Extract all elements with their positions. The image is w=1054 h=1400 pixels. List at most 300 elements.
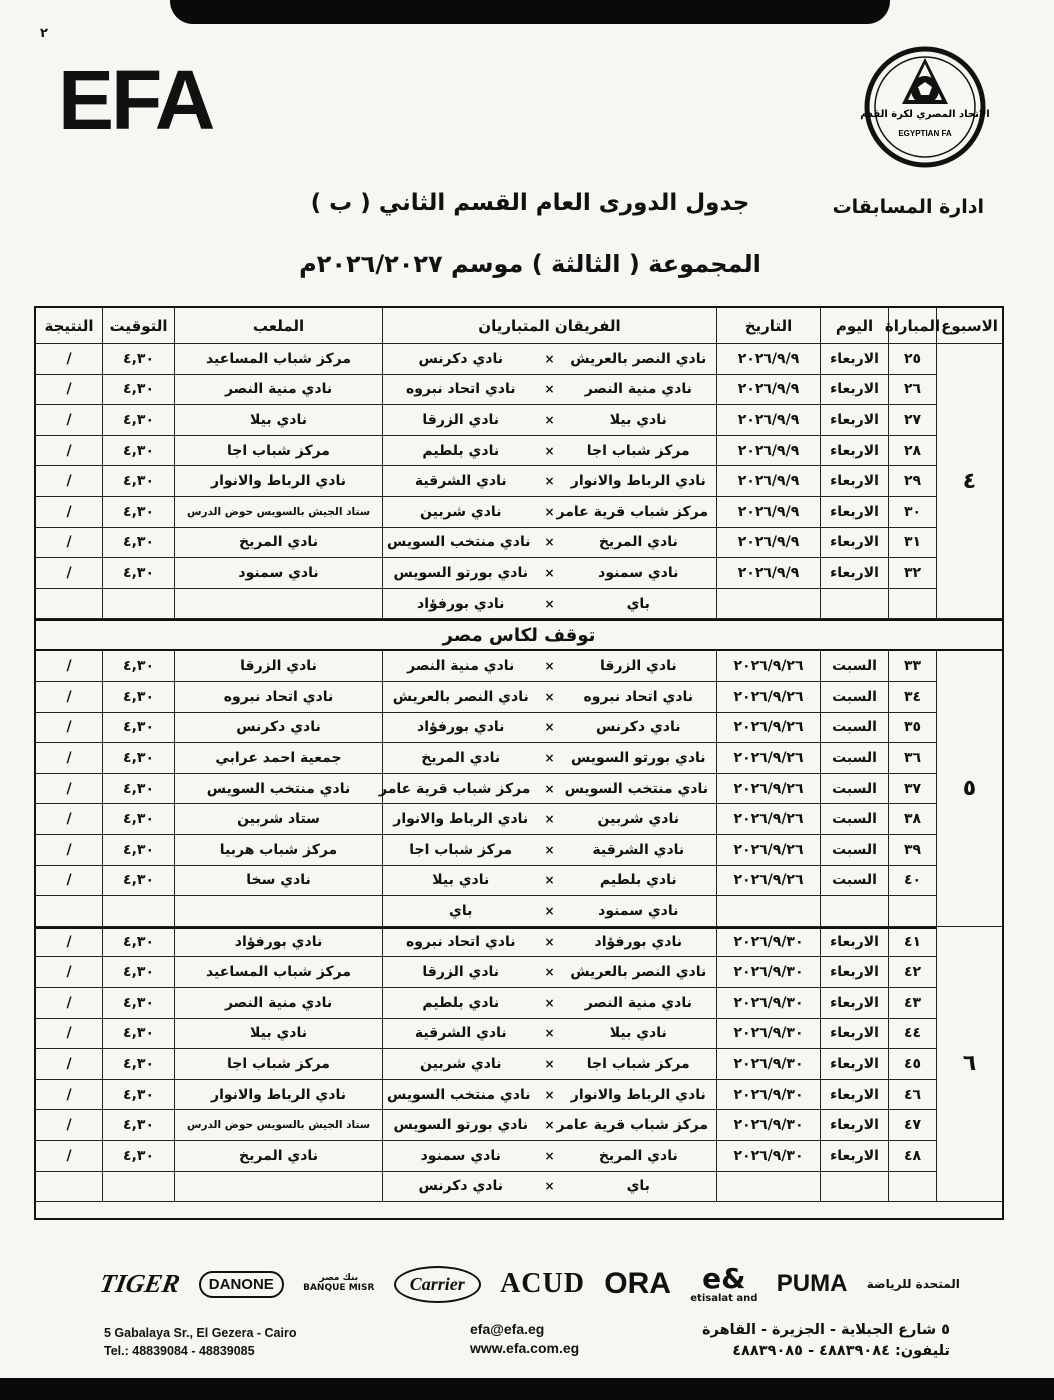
away-team: نادي بورتو السويس (393, 564, 528, 581)
versus-symbol: × (544, 596, 555, 611)
match-venue: مركز شباب هربيا (174, 835, 382, 866)
match-result: / (36, 405, 102, 436)
match-venue: مركز شباب اجا (174, 1049, 382, 1080)
sponsor-tiger-logo (97, 1269, 182, 1299)
match-number: ٣٥ (888, 713, 936, 744)
match-date: ٢٠٢٦/٩/٩ (716, 344, 820, 375)
match-number: ٣٧ (888, 774, 936, 805)
home-team: مركز شباب اجا (586, 1055, 690, 1072)
match-result: / (36, 1141, 102, 1172)
match-time: ٤,٣٠ (102, 988, 174, 1019)
table-row (36, 835, 1002, 866)
match-teams (382, 344, 716, 375)
match-date (716, 1172, 820, 1203)
match-time: ٤,٣٠ (102, 957, 174, 988)
versus-symbol: × (544, 1087, 555, 1102)
home-team: نادي الرباط والانوار (570, 473, 706, 490)
match-time: ٤,٣٠ (102, 743, 174, 774)
match-result (36, 589, 102, 620)
match-day: السبت (820, 743, 888, 774)
week-number-cell: ٥ (936, 651, 1002, 926)
match-date: ٢٠٢٦/٩/٣٠ (716, 927, 820, 958)
match-time: ٤,٣٠ (102, 774, 174, 805)
match-venue: نادي المريخ (174, 1141, 382, 1172)
crest-text-ar: الاتحاد المصري لكرة القدم (860, 109, 990, 120)
match-day: السبت (820, 651, 888, 682)
match-time: ٤,٣٠ (102, 1141, 174, 1172)
match-number: ٣٨ (888, 804, 936, 835)
match-number (888, 589, 936, 620)
week-number-cell: ٦ (936, 927, 1002, 1202)
match-teams (382, 466, 716, 497)
department-label: ادارة المسابقات (832, 196, 984, 218)
versus-symbol: × (544, 1026, 555, 1041)
website-link[interactable]: www.efa.com.eg (470, 1339, 580, 1356)
table-row (36, 1080, 1002, 1111)
match-result: / (36, 927, 102, 958)
match-date: ٢٠٢٦/٩/٣٠ (716, 1141, 820, 1172)
versus-symbol: × (544, 1179, 555, 1194)
match-teams (382, 957, 716, 988)
home-team: نادي دكرنس (596, 719, 681, 736)
footer-contact (470, 1320, 579, 1358)
match-number: ٤٠ (888, 866, 936, 897)
match-venue: نادي بيلا (174, 405, 382, 436)
home-team: باي (626, 1178, 650, 1195)
match-venue: مركز شباب اجا (174, 436, 382, 467)
match-teams (378, 774, 716, 805)
match-teams (382, 1049, 716, 1080)
match-result: / (36, 651, 102, 682)
match-number: ٤٢ (888, 957, 936, 988)
away-team: نادي الرباط والانوار (393, 811, 529, 828)
match-time (102, 589, 174, 620)
match-number: ٢٥ (888, 344, 936, 375)
match-time: ٤,٣٠ (102, 713, 174, 744)
match-result: / (36, 835, 102, 866)
match-time: ٤,٣٠ (102, 682, 174, 713)
match-number: ٤٦ (888, 1080, 936, 1111)
match-date: ٢٠٢٦/٩/٣٠ (716, 1080, 820, 1111)
match-teams (382, 528, 716, 559)
match-date: ٢٠٢٦/٩/٩ (716, 558, 820, 589)
match-venue: نادي منية النصر (174, 988, 382, 1019)
versus-symbol: × (544, 565, 555, 580)
sponsor-etisalat-logo: e& etisalat and (690, 1261, 758, 1304)
match-result: / (36, 774, 102, 805)
table-row (36, 558, 1002, 589)
table-row (36, 375, 1002, 406)
match-teams (382, 558, 716, 589)
table-row (36, 713, 1002, 744)
match-result: / (36, 344, 102, 375)
match-date: ٢٠٢٦/٩/٢٦ (716, 713, 820, 744)
table-row (36, 651, 1002, 682)
versus-symbol: × (544, 750, 555, 765)
address-ar: ٥ شارع الجبلاية - الجزيرة - القاهرة (701, 1322, 950, 1338)
match-venue: مركز شباب المساعيد (174, 344, 382, 375)
match-result: / (36, 957, 102, 988)
away-team: نادي دكرنس (418, 350, 503, 367)
table-row (36, 988, 1002, 1019)
sponsor-acud-logo: ACUD (500, 1268, 585, 1299)
versus-symbol: × (544, 1118, 555, 1133)
match-teams (382, 1019, 716, 1050)
table-row (36, 682, 1002, 713)
match-date: ٢٠٢٦/٩/٢٦ (716, 743, 820, 774)
versus-symbol: × (544, 1148, 555, 1163)
match-teams (382, 1141, 716, 1172)
match-venue: نادي الرباط والانوار (174, 1080, 382, 1111)
away-team: نادي بورتو السويس (393, 1117, 528, 1134)
home-team: نادي الزرقا (599, 658, 677, 675)
match-date: ٢٠٢٦/٩/٢٦ (716, 835, 820, 866)
match-time: ٤,٣٠ (102, 927, 174, 958)
match-time: ٤,٣٠ (102, 558, 174, 589)
match-venue: نادي اتحاد نبروه (174, 682, 382, 713)
home-team: نادي منتخب السويس (564, 780, 708, 797)
banque-misr-ar: بنك مصر (319, 1273, 359, 1284)
table-row (36, 405, 1002, 436)
table-row (36, 466, 1002, 497)
match-time (102, 1172, 174, 1203)
away-team: نادي الزرقا (422, 964, 500, 981)
home-team: نادي منية النصر (584, 994, 692, 1011)
table-row (36, 866, 1002, 897)
home-team: نادي بيلا (609, 411, 667, 428)
match-result: / (36, 743, 102, 774)
match-venue: مركز شباب المساعيد (174, 957, 382, 988)
match-day: الاربعاء (820, 528, 888, 559)
match-teams (382, 866, 716, 897)
match-date: ٢٠٢٦/٩/٣٠ (716, 988, 820, 1019)
match-day (820, 896, 888, 927)
versus-symbol: × (544, 842, 555, 857)
versus-symbol: × (544, 812, 555, 827)
match-date: ٢٠٢٦/٩/٩ (716, 405, 820, 436)
sponsor-banque-misr-logo (303, 1274, 374, 1294)
away-team: نادي بورفؤاد (417, 719, 505, 736)
away-team: نادي بيلا (432, 872, 490, 889)
cup-break-row: توقف لكاس مصر (36, 619, 1002, 651)
home-team: نادي النصر بالعريش (570, 964, 707, 981)
match-time: ٤,٣٠ (102, 405, 174, 436)
versus-symbol: × (544, 504, 555, 519)
header-time: التوقيت (102, 308, 174, 344)
table-row (36, 497, 1002, 528)
versus-symbol: × (544, 934, 555, 949)
away-team: نادي شربين (420, 1055, 502, 1072)
match-result: / (36, 1049, 102, 1080)
match-time: ٤,٣٠ (102, 1019, 174, 1050)
table-header-row (36, 308, 1002, 344)
match-venue: نادي سمنود (174, 558, 382, 589)
home-team: نادي بلطيم (599, 872, 677, 889)
match-day: الاربعاء (820, 558, 888, 589)
match-venue: ستاد شربين (174, 804, 382, 835)
match-date: ٢٠٢٦/٩/٩ (716, 497, 820, 528)
table-row (36, 1019, 1002, 1050)
match-date: ٢٠٢٦/٩/٢٦ (716, 774, 820, 805)
match-date: ٢٠٢٦/٩/٢٦ (716, 804, 820, 835)
match-number: ٢٩ (888, 466, 936, 497)
match-teams (382, 1080, 716, 1111)
table-row (36, 743, 1002, 774)
match-teams (382, 436, 716, 467)
match-time: ٤,٣٠ (102, 528, 174, 559)
table-row (36, 1172, 1002, 1203)
match-day: السبت (820, 804, 888, 835)
match-time (102, 896, 174, 927)
match-teams (382, 375, 716, 406)
home-team: نادي اتحاد نبروه (583, 688, 694, 705)
match-number: ٣٠ (888, 497, 936, 528)
home-team: نادي سمنود (598, 902, 679, 919)
away-team: نادي النصر بالعريش (392, 688, 529, 705)
home-team: نادي منية النصر (584, 381, 692, 398)
match-number: ٤٥ (888, 1049, 936, 1080)
match-number: ٣٣ (888, 651, 936, 682)
home-team: نادي الشرقية (592, 841, 685, 858)
match-result: / (36, 497, 102, 528)
match-venue: نادي منية النصر (174, 375, 382, 406)
match-venue (174, 896, 382, 927)
away-team: نادي الشرقية (414, 1025, 507, 1042)
table-row (36, 927, 1002, 958)
match-day: الاربعاء (820, 466, 888, 497)
match-number: ٣١ (888, 528, 936, 559)
match-date: ٢٠٢٦/٩/٣٠ (716, 1110, 820, 1141)
match-venue: نادي الرباط والانوار (174, 466, 382, 497)
match-number: ٤٧ (888, 1110, 936, 1141)
match-day: الاربعاء (820, 1141, 888, 1172)
match-venue: نادي الزرقا (174, 651, 382, 682)
efa-logo: EFA (58, 53, 213, 147)
match-date: ٢٠٢٦/٩/٢٦ (716, 682, 820, 713)
match-teams (382, 1110, 716, 1141)
match-number: ٣٦ (888, 743, 936, 774)
match-date: ٢٠٢٦/٩/٣٠ (716, 1019, 820, 1050)
away-team: نادي المريخ (421, 749, 501, 766)
match-day: السبت (820, 866, 888, 897)
home-team: نادي المريخ (598, 534, 678, 551)
email-link[interactable]: efa@efa.eg (470, 1321, 545, 1337)
tel-en: Tel.: 48839084 - 48839085 (104, 1344, 255, 1359)
match-number: ٤٤ (888, 1019, 936, 1050)
away-team: نادي دكرنس (418, 1178, 503, 1195)
versus-symbol: × (544, 903, 555, 918)
banque-misr-en: BANQUE MISR (303, 1283, 375, 1293)
match-date: ٢٠٢٦/٩/٣٠ (716, 957, 820, 988)
match-day: الاربعاء (820, 1110, 888, 1141)
page-subtitle: المجموعة ( الثالثة ) موسم ٢٠٢٦/٢٠٢٧م (299, 250, 761, 278)
sponsor-strip (97, 1258, 960, 1310)
header-teams: الفريقان المتباريان (382, 308, 716, 344)
home-team: نادي سمنود (598, 564, 679, 581)
match-result: / (36, 1019, 102, 1050)
versus-symbol: × (544, 474, 555, 489)
versus-symbol: × (544, 412, 555, 427)
match-time: ٤,٣٠ (102, 804, 174, 835)
page-mark: ٢ (40, 26, 48, 41)
header-week: الاسبوع (936, 308, 1002, 344)
week-number-cell: ٤ (936, 344, 1002, 619)
match-result: / (36, 866, 102, 897)
match-teams (382, 927, 716, 958)
away-team: نادي اتحاد نبروه (405, 381, 516, 398)
away-team: نادي الزرقا (422, 411, 500, 428)
match-date: ٢٠٢٦/٩/٣٠ (716, 1049, 820, 1080)
match-day: الاربعاء (820, 988, 888, 1019)
away-team: مركز شباب قرية عامر (378, 780, 531, 797)
match-day: الاربعاء (820, 1049, 888, 1080)
away-team: مركز شباب اجا (409, 841, 513, 858)
match-teams (382, 896, 716, 927)
home-team: نادي النصر بالعريش (570, 350, 707, 367)
match-time: ٤,٣٠ (102, 1110, 174, 1141)
bottom-black-band (0, 1378, 1054, 1400)
footer-address-en (104, 1324, 296, 1360)
versus-symbol: × (544, 535, 555, 550)
away-team: نادي الشرقية (414, 473, 507, 490)
tiger-text: TIGER (97, 1269, 183, 1298)
home-team: مركز شباب قرية عامر (556, 1117, 708, 1134)
match-teams (382, 743, 716, 774)
away-team: نادي بورفؤاد (417, 595, 505, 612)
footer-address-ar (702, 1320, 950, 1362)
match-day: الاربعاء (820, 497, 888, 528)
header-day: اليوم (820, 308, 888, 344)
page-title: جدول الدورى العام القسم الثاني ( ب ) (310, 190, 750, 216)
table-row (36, 774, 1002, 805)
header-result: النتيجة (36, 308, 102, 344)
home-team: نادي المريخ (598, 1147, 678, 1164)
match-venue: ستاد الجيش بالسويس حوض الدرس (174, 1110, 382, 1141)
match-venue: نادي بورفؤاد (174, 927, 382, 958)
sponsor-puma-logo: PUMA (776, 1270, 848, 1297)
match-number: ٢٦ (888, 375, 936, 406)
match-result: / (36, 528, 102, 559)
match-time: ٤,٣٠ (102, 497, 174, 528)
match-teams (382, 682, 716, 713)
match-day: الاربعاء (820, 375, 888, 406)
table-row (36, 957, 1002, 988)
match-time: ٤,٣٠ (102, 344, 174, 375)
match-venue: نادي منتخب السويس (174, 774, 382, 805)
match-day: السبت (820, 713, 888, 744)
away-team: نادي منتخب السويس (387, 1086, 531, 1103)
match-number: ٤٨ (888, 1141, 936, 1172)
schedule-table (34, 306, 1004, 1220)
match-date: ٢٠٢٦/٩/٩ (716, 528, 820, 559)
match-day (820, 1172, 888, 1203)
home-team: نادي شربين (597, 811, 679, 828)
match-result (36, 896, 102, 927)
match-number: ٤٣ (888, 988, 936, 1019)
versus-symbol: × (544, 873, 555, 888)
match-number: ٣٤ (888, 682, 936, 713)
table-row (36, 589, 1002, 620)
match-teams (382, 713, 716, 744)
match-time: ٤,٣٠ (102, 866, 174, 897)
match-day: الاربعاء (820, 927, 888, 958)
home-team: مركز شباب اجا (586, 442, 690, 459)
versus-symbol: × (544, 443, 555, 458)
match-date: ٢٠٢٦/٩/٩ (716, 466, 820, 497)
versus-symbol: × (544, 965, 555, 980)
match-result: / (36, 1080, 102, 1111)
address-en: 5 Gabalaya Sr., El Gezera - Cairo (104, 1326, 297, 1340)
match-teams (382, 589, 716, 620)
top-black-band (170, 0, 890, 24)
match-day: الاربعاء (820, 1019, 888, 1050)
match-number: ٢٨ (888, 436, 936, 467)
away-team: باي (449, 902, 473, 919)
match-venue (174, 1172, 382, 1203)
efa-crest-logo (862, 44, 988, 170)
etisalat-text: etisalat and (690, 1292, 758, 1304)
match-time: ٤,٣٠ (102, 651, 174, 682)
match-teams (382, 835, 716, 866)
match-venue: نادي دكرنس (174, 713, 382, 744)
sponsor-ministry-logo: المتحدة للرياضة (866, 1277, 960, 1291)
header-venue: الملعب (174, 308, 382, 344)
sponsor-ora-logo: ORA (604, 1267, 671, 1300)
match-result: / (36, 988, 102, 1019)
match-date: ٢٠٢٦/٩/٩ (716, 375, 820, 406)
match-result: / (36, 466, 102, 497)
match-teams (382, 988, 716, 1019)
home-team: نادي بورتو السويس (571, 749, 706, 766)
match-result: / (36, 682, 102, 713)
match-date: ٢٠٢٦/٩/٢٦ (716, 866, 820, 897)
match-venue: نادي بيلا (174, 1019, 382, 1050)
match-date: ٢٠٢٦/٩/٢٦ (716, 651, 820, 682)
home-team: نادي بيلا (609, 1025, 667, 1042)
versus-symbol: × (544, 995, 555, 1010)
table-row (36, 1141, 1002, 1172)
table-row (36, 1049, 1002, 1080)
table-row (36, 344, 1002, 375)
match-teams (382, 1172, 716, 1203)
versus-symbol: × (544, 351, 555, 366)
table-row (36, 804, 1002, 835)
match-day: الاربعاء (820, 344, 888, 375)
match-result: / (36, 1110, 102, 1141)
home-team: نادي بورفؤاد (594, 933, 682, 950)
match-result: / (36, 804, 102, 835)
match-number: ٣٩ (888, 835, 936, 866)
match-teams (382, 405, 716, 436)
match-day: الاربعاء (820, 1080, 888, 1111)
match-number (888, 1172, 936, 1203)
match-result (36, 1172, 102, 1203)
match-venue: جمعية احمد عرابي (174, 743, 382, 774)
match-date (716, 589, 820, 620)
match-venue: نادي المريخ (174, 528, 382, 559)
away-team: نادي شربين (420, 503, 502, 520)
match-result: / (36, 375, 102, 406)
away-team: نادي اتحاد نبروه (405, 933, 516, 950)
away-team: نادي منتخب السويس (387, 534, 531, 551)
match-number: ٤١ (888, 927, 936, 958)
match-venue: نادي سخا (174, 866, 382, 897)
versus-symbol: × (544, 659, 555, 674)
match-teams (382, 651, 716, 682)
match-time: ٤,٣٠ (102, 1080, 174, 1111)
crest-text-en: EGYPTIAN FA (898, 129, 952, 138)
match-day: الاربعاء (820, 405, 888, 436)
